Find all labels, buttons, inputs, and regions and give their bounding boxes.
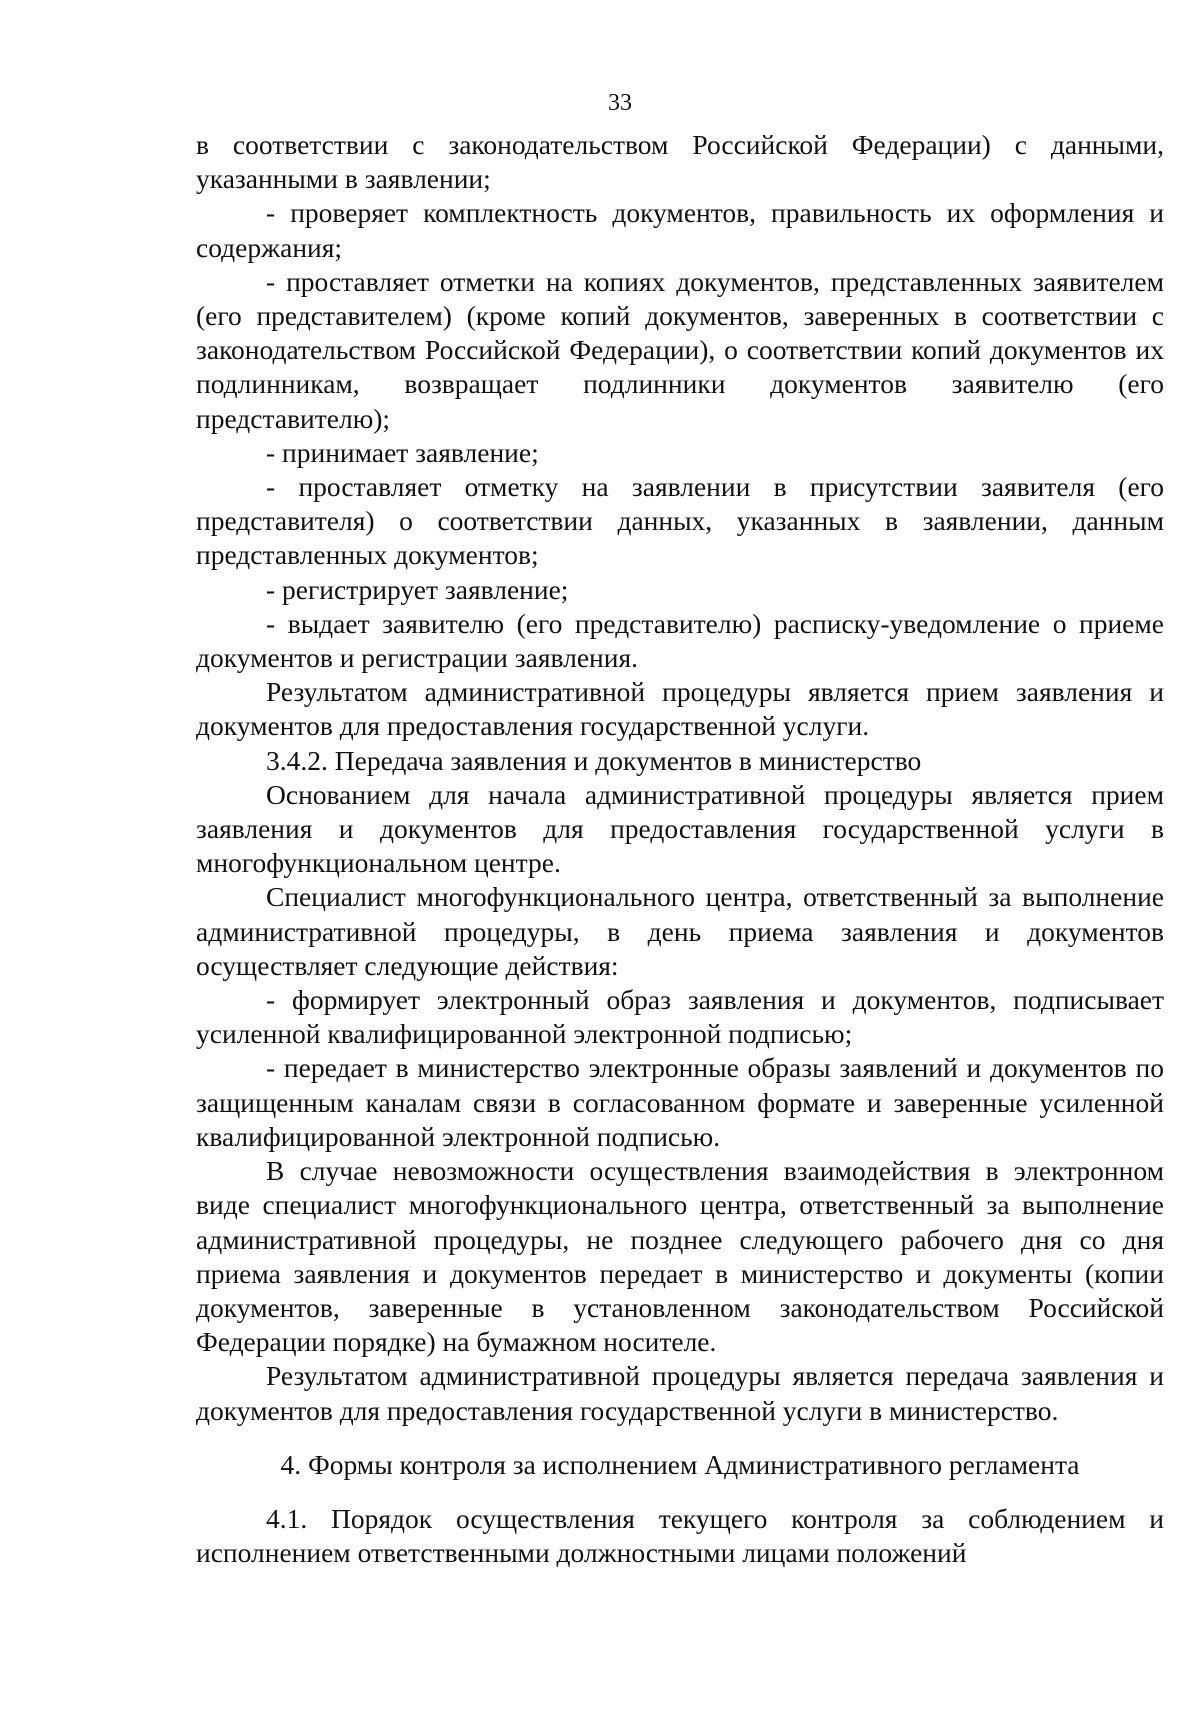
- paragraph: В случае невозможности осуществления взаимодействия в электронном виде специалист многофункционального центра, ответственный за выполнение административной процедуры, не позднее следующего рабочего дня со дня приема заявления и документов передает в министерство и документы (копии документов, заверенные в установленном законодательством Российской Федерации порядке) на бумажном носителе.: [196, 1155, 1164, 1358]
- list-item: - проверяет комплектность документов, правильность их оформления и содержания;: [196, 197, 1164, 263]
- document-body: [196, 128, 1164, 1570]
- paragraph: Результатом административной процедуры является прием заявления и документов для предоставления государственной услуги.: [196, 676, 1164, 742]
- list-item: - формирует электронный образ заявления и документов, подписывает усиленной квалифицированной электронной подписью;: [196, 984, 1164, 1050]
- subsection-title: 3.4.2. Передача заявления и документов в министерство: [266, 744, 922, 776]
- list-item: - выдает заявителю (его представителю) расписку-уведомление о приеме документов и регистрации заявления.: [196, 607, 1164, 674]
- list-item: - передает в министерство электронные образы заявлений и документов по защищенным каналам связи в согласованном формате и заверенные усиленной квалифицированной электронной подписью.: [196, 1052, 1164, 1152]
- section-heading: 4. Формы контроля за исполнением Административного регламента: [280, 1448, 1080, 1480]
- list-item: - регистрирует заявление;: [266, 573, 569, 605]
- paragraph: Результатом административной процедуры является передача заявления и документов для предоставления государственной услуги в министерство.: [196, 1360, 1164, 1426]
- paragraph: Специалист многофункционального центра, ответственный за выполнение административной процедуры, в день приема заявления и документов осуществляет следующие действия:: [196, 881, 1164, 981]
- page-number: 33: [608, 90, 632, 116]
- list-item: - принимает заявление;: [266, 436, 539, 468]
- paragraph: 4.1. Порядок осуществления текущего контроля за соблюдением и исполнением ответственными должностными лицами положений: [196, 1502, 1164, 1569]
- paragraph: в соответствии с законодательством Российской Федерации) с данными, указанными в заявлении;: [196, 129, 1164, 195]
- list-item: - проставляет отметку на заявлении в присутствии заявителя (его представителя) о соответствии данных, указанных в заявлении, данным представленных документов;: [196, 471, 1164, 571]
- paragraph: Основанием для начала административной процедуры является прием заявления и документов для предоставления государственной услуги в многофункциональном центре.: [196, 778, 1164, 879]
- list-item: - проставляет отметки на копиях документов, представленных заявителем (его представителем) (кроме копий документов, заверенных в соответствии с законодательством Российской Федерации), о соответствии копий документов их подлинникам, возвращает подлинники документов заявителю (его представителю);: [196, 265, 1164, 434]
